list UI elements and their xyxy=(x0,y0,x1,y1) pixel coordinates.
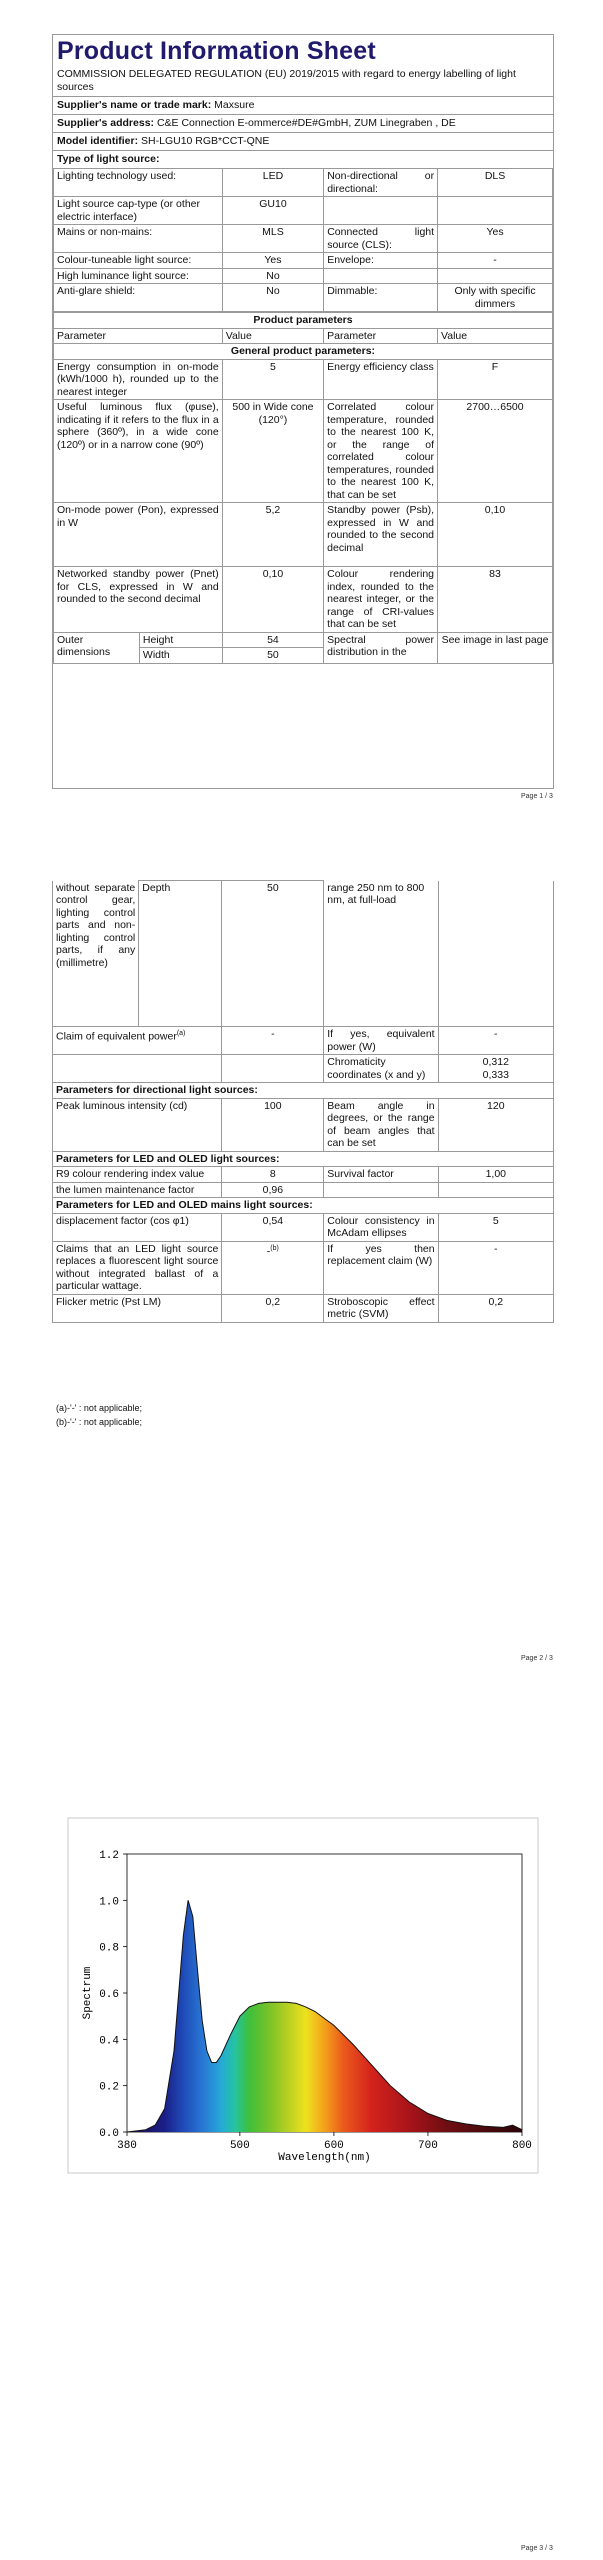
disp-value: 0,54 xyxy=(222,1213,324,1241)
x-tick-label: 800 xyxy=(512,2140,532,2152)
param-row xyxy=(53,1213,554,1241)
cell-value xyxy=(438,268,553,284)
param-row xyxy=(53,1098,554,1151)
equiv-c: If yes, equivalent power (W) xyxy=(324,1027,438,1055)
cell-value: 0,10 xyxy=(438,503,553,567)
cell-value: DLS xyxy=(438,169,553,197)
params-table-continued xyxy=(52,880,554,1323)
spectral-cont: range 250 nm to 800 nm, at full-load xyxy=(324,881,438,1027)
replace-value: - xyxy=(438,1241,553,1294)
equiv-value: - xyxy=(222,1027,324,1055)
param-row xyxy=(54,632,553,648)
y-tick-label: 0.6 xyxy=(99,1989,119,2001)
address-value: C&E Connection E-ommerce#DE#GmbH, ZUM Linegraben , DE xyxy=(156,117,456,129)
equiv-label: Claim of equivalent power$^{(a)}$ xyxy=(53,1027,222,1055)
cell-label: Envelope: xyxy=(324,253,438,269)
y-tick-label: 1.2 xyxy=(99,1850,119,1862)
type-table xyxy=(53,168,553,312)
cell-value: - xyxy=(438,253,553,269)
spectral-label: Spectral power distribution in the xyxy=(324,632,438,663)
type-row xyxy=(54,268,553,284)
width-label: Width xyxy=(139,648,222,664)
param-row xyxy=(53,1167,554,1183)
address-label: Supplier's address: xyxy=(57,117,155,129)
cell-label: High luminance light source: xyxy=(54,268,223,284)
params-heading: Product parameters xyxy=(54,313,553,329)
outer-dimensions-cont: without separate control gear, lighting control parts and non-lighting control parts, if any (millimetre) xyxy=(53,881,139,1027)
cell-value: LED xyxy=(222,169,323,197)
height-label: Height xyxy=(139,632,222,648)
footnote-a: (a)-'-' : not applicable; xyxy=(56,1403,142,1413)
depth-label: Depth xyxy=(139,881,222,1027)
y-tick-label: 0.8 xyxy=(99,1942,119,1955)
page-1-frame xyxy=(52,34,554,789)
lumen-value: 0,96 xyxy=(222,1182,324,1198)
cell-label: Energy efficiency class xyxy=(324,359,438,400)
cell-label: Mains or non-mains: xyxy=(54,225,223,253)
consist-value: 5 xyxy=(438,1213,553,1241)
type-row xyxy=(54,225,553,253)
mains-heading: Parameters for LED and OLED mains light sources: xyxy=(53,1198,554,1214)
general-heading: General product parameters: xyxy=(54,344,553,360)
peak-label: Peak luminous intensity (cd) xyxy=(53,1098,222,1151)
cell-value xyxy=(438,197,553,225)
page-2 xyxy=(0,880,603,1660)
cell-label: Lighting technology used: xyxy=(54,169,223,197)
directional-heading: Parameters for directional light sources: xyxy=(53,1083,554,1099)
cell-empty xyxy=(438,1182,553,1198)
flicker-value: 0,2 xyxy=(222,1294,324,1322)
cell-label: Colour-tuneable light source: xyxy=(54,253,223,269)
params-header-row xyxy=(54,328,553,344)
beam-value: 120 xyxy=(438,1098,553,1151)
cell-value: 2700…6500 xyxy=(438,400,553,503)
r9-value: 8 xyxy=(222,1167,324,1183)
claims-label: Claims that an LED light source replaces a fluorescent light source without integrated ballast of a particular wattage. xyxy=(53,1241,222,1294)
param-row xyxy=(53,1027,554,1055)
col-value: Value xyxy=(438,328,553,344)
cell-value: GU10 xyxy=(222,197,323,225)
survival-value: 1,00 xyxy=(438,1167,553,1183)
flicker-label: Flicker metric (Pst LM) xyxy=(53,1294,222,1322)
cell-empty xyxy=(324,1182,438,1198)
strobo-label: Stroboscopic effect metric (SVM) xyxy=(324,1294,438,1322)
cell-label xyxy=(324,268,438,284)
page-number: Page 2 / 3 xyxy=(521,1655,553,1662)
cell-value: 83 xyxy=(438,567,553,633)
param-row xyxy=(53,1294,554,1322)
cell-value: No xyxy=(222,284,323,312)
type-row xyxy=(54,197,553,225)
cell-value: Yes xyxy=(438,225,553,253)
cell-value: F xyxy=(438,359,553,400)
y-axis-label: Spectrum xyxy=(82,1966,94,2020)
width-value: 50 xyxy=(222,648,323,664)
y-tick-label: 1.0 xyxy=(99,1896,119,1909)
spectral-value: See image in last page xyxy=(438,632,553,663)
x-tick-label: 380 xyxy=(117,2140,137,2152)
cell-label: Light source cap-type (or other electric interface) xyxy=(54,197,223,225)
led-heading: Parameters for LED and OLED light sources: xyxy=(53,1151,554,1167)
col-parameter: Parameter xyxy=(324,328,438,344)
x-tick-label: 700 xyxy=(418,2140,438,2152)
depth-value: 50 xyxy=(222,881,324,1027)
page-number: Page 1 / 3 xyxy=(521,793,553,800)
model-line xyxy=(53,132,553,150)
model-value: SH-LGU10 RGB*CCT-QNE xyxy=(141,135,270,147)
cell-label: Dimmable: xyxy=(324,284,438,312)
cell-value: 5,2 xyxy=(222,503,323,567)
spectral-value-cont xyxy=(438,881,553,1027)
col-value: Value xyxy=(222,328,323,344)
supplier-label: Supplier's name or trade mark: xyxy=(57,99,212,111)
replace-label: If yes then replacement claim (W) xyxy=(324,1241,438,1294)
param-row xyxy=(53,1055,554,1083)
param-row xyxy=(54,503,553,567)
type-row xyxy=(54,284,553,312)
x-tick-label: 600 xyxy=(323,2140,344,2152)
param-row xyxy=(53,881,554,1027)
supplier-value: Maxsure xyxy=(214,99,255,111)
cell-label: Standby power (Psb), expressed in W and rounded to the second decimal xyxy=(324,503,438,567)
page-3 xyxy=(0,1700,603,2560)
document-title: Product Information Sheet xyxy=(57,37,376,65)
spectrum-chart xyxy=(0,1810,603,2230)
type-row xyxy=(54,253,553,269)
x-axis-label: Wavelength(nm) xyxy=(278,2152,371,2164)
param-row xyxy=(54,567,553,633)
cell-value: Yes xyxy=(222,253,323,269)
regulation-text: COMMISSION DELEGATED REGULATION (EU) 2019/2015 with regard to energy labelling of light sources xyxy=(57,68,516,93)
claims-value: -$^{(b)}$ xyxy=(222,1241,324,1294)
y-tick-label: 0.2 xyxy=(99,2081,119,2094)
type-row xyxy=(54,169,553,197)
param-row xyxy=(53,1241,554,1294)
param-row xyxy=(54,400,553,503)
cell-value: Only with specific dimmers xyxy=(438,284,553,312)
cell-empty xyxy=(53,1055,222,1083)
cell-label: Colour rendering index, rounded to the nearest integer, or the range of CRI-values that can be set xyxy=(324,567,438,633)
page-number: Page 3 / 3 xyxy=(521,2545,553,2552)
cell-label: Correlated colour temperature, rounded to the nearest 100 K, or the range of correlated colour temperatures, rounded to the nearest 100 K, that can be set xyxy=(324,400,438,503)
cell-value: 0,10 xyxy=(222,567,323,633)
cell-label xyxy=(324,197,438,225)
beam-label: Beam angle in degrees, or the range of beam angles that can be set xyxy=(324,1098,438,1151)
param-row xyxy=(54,359,553,400)
cell-value: 5 xyxy=(222,359,323,400)
cell-label: Non-directional or directional: xyxy=(324,169,438,197)
address-line xyxy=(53,114,553,132)
cell-empty xyxy=(222,1055,324,1083)
cell-value: MLS xyxy=(222,225,323,253)
cell-label: Connected light source (CLS): xyxy=(324,225,438,253)
chroma-label: Chromaticity coordinates (x and y) xyxy=(324,1055,438,1083)
survival-label: Survival factor xyxy=(324,1167,438,1183)
y-tick-label: 0.0 xyxy=(99,2128,119,2140)
cell-label: Anti-glare shield: xyxy=(54,284,223,312)
r9-label: R9 colour rendering index value xyxy=(53,1167,222,1183)
lumen-label: the lumen maintenance factor xyxy=(53,1182,222,1198)
chroma-value: 0,312 0,333 xyxy=(438,1055,553,1083)
type-heading: Type of light source: xyxy=(53,150,553,168)
equiv-d: - xyxy=(438,1027,553,1055)
height-value: 54 xyxy=(222,632,323,648)
disp-label: displacement factor (cos φ1) xyxy=(53,1213,222,1241)
model-label: Model identifier: xyxy=(57,135,139,147)
col-parameter: Parameter xyxy=(54,328,223,344)
params-table xyxy=(53,312,553,664)
consist-label: Colour consistency in McAdam ellipses xyxy=(324,1213,438,1241)
outer-dimensions-label: Outer dimensions xyxy=(54,632,140,663)
y-tick-label: 0.4 xyxy=(99,2035,119,2048)
footnote-b: (b)-'-' : not applicable; xyxy=(56,1417,142,1427)
strobo-value: 0,2 xyxy=(438,1294,553,1322)
cell-label: Energy consumption in on-mode (kWh/1000 h), rounded up to the nearest integer xyxy=(54,359,223,400)
cell-value: 500 in Wide cone (120°) xyxy=(222,400,323,503)
cell-label: Useful luminous flux (φuse), indicating if it refers to the flux in a sphere (360º), in a wide cone (120º) or in a narrow cone (90º) xyxy=(54,400,223,503)
page-1 xyxy=(0,0,603,800)
x-tick-label: 500 xyxy=(229,2140,250,2152)
supplier-line xyxy=(53,96,553,114)
cell-label: On-mode power (Pon), expressed in W xyxy=(54,503,223,567)
param-row xyxy=(53,1182,554,1198)
cell-label: Networked standby power (Pnet) for CLS, expressed in W and rounded to the second decimal xyxy=(54,567,223,633)
peak-value: 100 xyxy=(222,1098,324,1151)
cell-value: No xyxy=(222,268,323,284)
